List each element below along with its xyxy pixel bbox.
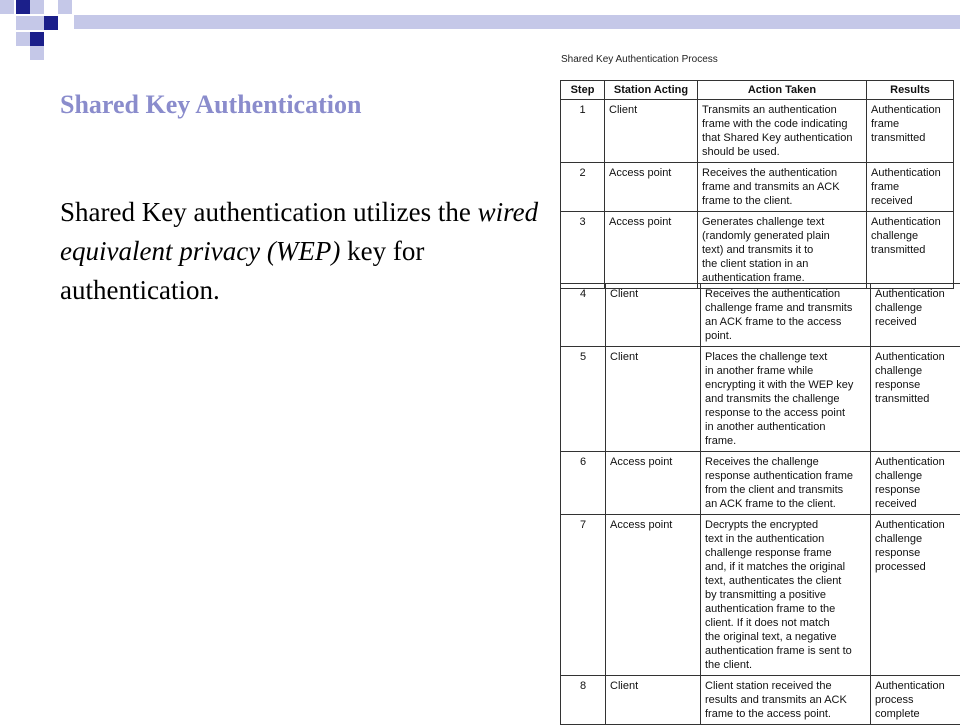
- header-results: Results: [867, 81, 954, 100]
- cell-station: Client: [606, 347, 701, 452]
- cell-step: 8: [561, 676, 606, 725]
- table-row: [561, 347, 960, 452]
- slide-title: Shared Key Authentication: [60, 90, 361, 120]
- cell-result: Authentication challenge response processed: [871, 515, 960, 676]
- auth-process-table-bottom: [560, 283, 960, 725]
- table-row: [561, 676, 960, 725]
- cell-result: Authentication challenge received: [871, 284, 960, 347]
- table-header-row: [561, 81, 954, 100]
- decor-square: [44, 16, 58, 30]
- decor-square: [16, 32, 30, 46]
- decor-square: [30, 32, 44, 46]
- table-row: [561, 163, 954, 212]
- table-row: [561, 515, 960, 676]
- cell-step: 2: [561, 163, 605, 212]
- body-text-italic: wired equivalent privacy (WEP): [60, 197, 538, 266]
- cell-result: Authentication challenge response received: [871, 452, 960, 515]
- body-text-part2: key for authentication.: [60, 236, 424, 305]
- decor-square: [16, 0, 30, 14]
- cell-result: Authentication process complete: [871, 676, 960, 725]
- auth-process-table-top: [560, 80, 954, 289]
- header-station-acting: Station Acting: [605, 81, 698, 100]
- cell-step: 6: [561, 452, 606, 515]
- decor-square: [0, 0, 14, 14]
- cell-result: Authentication challenge response transmitted: [871, 347, 960, 452]
- cell-step: 5: [561, 347, 606, 452]
- header-bar: [74, 15, 960, 29]
- cell-station: Access point: [605, 163, 698, 212]
- table-row: [561, 452, 960, 515]
- cell-action: Transmits an authentication frame with the code indicating that Shared Key authentication should be used.: [698, 100, 867, 163]
- cell-step: 3: [561, 212, 605, 289]
- cell-step: 7: [561, 515, 606, 676]
- figure-caption: Shared Key Authentication Process: [561, 54, 718, 65]
- decor-square: [30, 0, 44, 14]
- decor-square: [30, 16, 44, 30]
- decor-square: [16, 16, 30, 30]
- cell-result: Authentication frame transmitted: [867, 100, 954, 163]
- decor-square: [58, 0, 72, 14]
- cell-action: Receives the authentication challenge frame and transmits an ACK frame to the access point.: [701, 284, 871, 347]
- cell-station: Client: [605, 100, 698, 163]
- body-text-part1: Shared Key authentication utilizes the: [60, 197, 478, 227]
- cell-station: Access point: [606, 515, 701, 676]
- header-step: Step: [561, 81, 605, 100]
- table-row: [561, 100, 954, 163]
- cell-result: Authentication frame received: [867, 163, 954, 212]
- cell-action: Generates challenge text (randomly generated plain text) and transmits it to the client station in an authentication frame.: [698, 212, 867, 289]
- header-action-taken: Action Taken: [698, 81, 867, 100]
- cell-step: 4: [561, 284, 606, 347]
- cell-action: Receives the challenge response authentication frame from the client and transmits an ACK frame to the client.: [701, 452, 871, 515]
- cell-action: Decrypts the encrypted text in the authentication challenge response frame and, if it matches the original text, authenticates the client by transmitting a positive authentication frame to the client. If it does not match the original text, a negative authentication frame is sent to the client.: [701, 515, 871, 676]
- cell-station: Client: [606, 284, 701, 347]
- cell-station: Access point: [605, 212, 698, 289]
- slide-body: [60, 193, 550, 310]
- cell-action: Client station received the results and transmits an ACK frame to the access point.: [701, 676, 871, 725]
- cell-station: Client: [606, 676, 701, 725]
- table-row: [561, 284, 960, 347]
- decor-square: [30, 46, 44, 60]
- cell-step: 1: [561, 100, 605, 163]
- cell-station: Access point: [606, 452, 701, 515]
- cell-result: Authentication challenge transmitted: [867, 212, 954, 289]
- cell-action: Places the challenge text in another frame while encrypting it with the WEP key and transmits the challenge response to the access point in another authentication frame.: [701, 347, 871, 452]
- cell-action: Receives the authentication frame and transmits an ACK frame to the client.: [698, 163, 867, 212]
- table-row: [561, 212, 954, 289]
